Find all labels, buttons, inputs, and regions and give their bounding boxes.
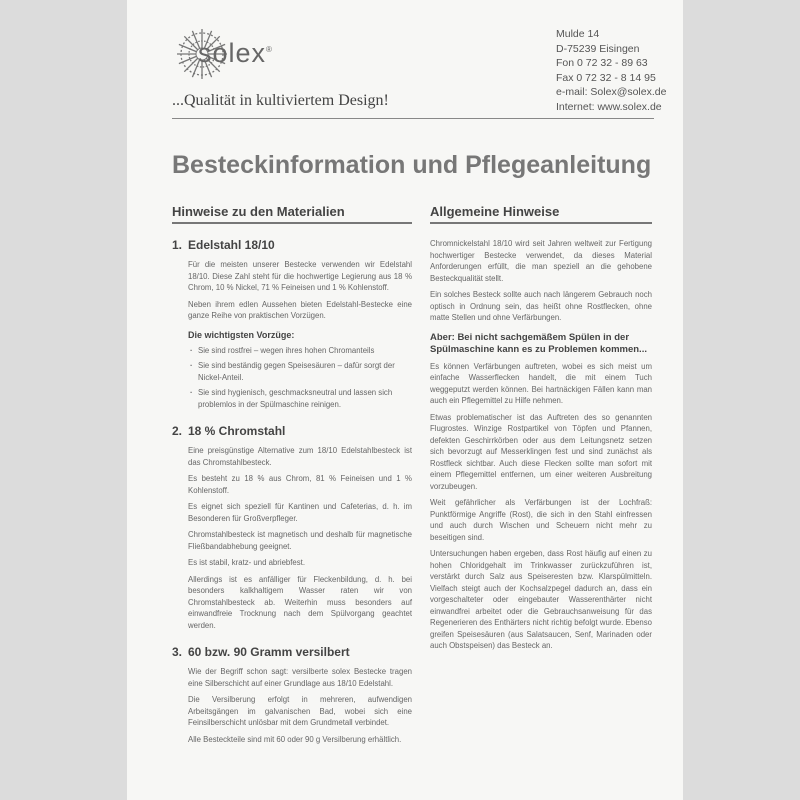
section-2-paragraph: Allerdings ist es anfälliger für Fleckenbildung, d. h. bei besonders kalkhaltigem Wasser raten wir von Chromstahlbesteck ab. Weiterhin muss besonders auf einwandfreie Trocknung nach dem Spülvorgang geachtet werden. bbox=[188, 574, 412, 630]
general-paragraph: Untersuchungen haben ergeben, dass Rost häufig auf einen zu hohen Chloridgehalt im Trinkwasser zurückzuführen ist, verstärkt durch Salz aus Speiseresten bzw. Klarspülmitteln. Vielfach steigt auch der Kochsalzpegel dadurch an, dass ein vorgeschalteter oder eingebauter Wasserenthärter nicht einwandfrei arbeitet oder die Gebrauchsanweisung für das Regenerieren des Enthärters nicht richtig befolgt wurde. Ebenso greifen Speisesäuren (aus Salatsaucen, Senf, Marinaden oder auch Obstspeisen) das Besteck an. bbox=[430, 549, 652, 650]
address-fax: Fax 0 72 32 - 8 14 95 bbox=[556, 71, 656, 84]
document-page bbox=[127, 0, 683, 800]
address-city: D-75239 Eisingen bbox=[556, 42, 640, 55]
left-column-heading: Hinweise zu den Materialien bbox=[172, 204, 412, 224]
section-1-paragraph: Für die meisten unserer Bestecke verwenden wir Edelstahl 18/10. Diese Zahl steht für die hochwertige Legierung aus 18 % Chrom, 10 % Nickel, 71 % Feineisen und 1 % Kohlenstoff. bbox=[188, 260, 412, 292]
general-paragraph: Weit gefährlicher als Verfärbungen ist der Lochfraß: Punktförmige Angriffe (Rost), die sich in den Stahl einfressen und auch durch Wischen und Scheuern nicht mehr zu beseitigen sind. bbox=[430, 498, 652, 542]
section-3-heading: 3. 60 bzw. 90 Gramm versilbert bbox=[172, 645, 350, 659]
advantages-list bbox=[188, 345, 412, 411]
section-3-paragraph: Wie der Begriff schon sagt: versilberte solex Bestecke tragen eine Silberschicht auf einer Grundlage aus 18/10 Edelstahl. bbox=[188, 667, 412, 688]
general-paragraph: Etwas problematischer ist das Auftreten des so genannten Flugrostes. Winzige Rostpartikel von Töpfen und Pfannen, defekten Geschirrkörben oder aus dem Leitungsnetz setzen sich bevorzugt auf Messerklingen fest und sind zunächst als Rostfleck sichtbar. Auch diese Flecken sollte man sofort mit einem Pflegemittel entfernen, um einer weiteren Ausbreitung vorzubeugen. bbox=[430, 412, 652, 491]
section-3-paragraph: Die Versilberung erfolgt in mehreren, aufwendigen Arbeitsgängen im galvanischen Bad, wobei sich eine Feinsilberschicht unlösbar mit dem Grundmetall verbindet. bbox=[188, 695, 412, 727]
section-2-paragraph: Es ist stabil, kratz- und abriebfest. bbox=[188, 558, 306, 567]
right-column bbox=[430, 204, 652, 657]
address-block bbox=[556, 27, 666, 115]
tagline: ...Qualität in kultiviertem Design! bbox=[172, 92, 389, 109]
address-website: Internet: www.solex.de bbox=[556, 100, 662, 113]
section-1-paragraph: Neben ihrem edlen Aussehen bieten Edelstahl-Bestecke eine ganze Reihe von praktischen Vorzügen. bbox=[188, 299, 412, 320]
warning-heading: Aber: Bei nicht sachgemäßem Spülen in der Spülmaschine kann es zu Problemen kommen... bbox=[430, 331, 647, 355]
header-rule bbox=[172, 118, 654, 119]
general-paragraph: Ein solches Besteck sollte auch nach längerem Gebrauch noch optisch in Ordnung sein, das heißt ohne Rostflecken, ohne matte Stellen und ohne Verfärbungen. bbox=[430, 290, 652, 322]
address-street: Mulde 14 bbox=[556, 28, 600, 40]
brand-name: solex® bbox=[198, 38, 273, 68]
page-title: Besteckinformation und Pflegeanleitung bbox=[172, 151, 652, 179]
section-2-heading: 2. 18 % Chromstahl bbox=[172, 424, 286, 438]
address-email: e-mail: Solex@solex.de bbox=[556, 86, 667, 99]
advantages-subheading: Die wichtigsten Vorzüge: bbox=[188, 329, 295, 340]
list-item: · Sie sind hygienisch, geschmacksneutral und lassen sich problemlos in der Spülmaschine reinigen. bbox=[188, 387, 412, 410]
general-paragraph: Es können Verfärbungen auftreten, wobei es sich meist um einfache Wasserflecken handelt, die mit einem Tuch weggeputzt werden können. Bei hartnäckigen Fällen kann man auch ein Pflegemittel zu Hilfe nehmen. bbox=[430, 361, 652, 405]
section-2-paragraph: Es besteht zu 18 % aus Chrom, 81 % Feineisen und 1 % Kohlenstoff. bbox=[188, 474, 412, 495]
list-item: · Sie sind rostfrei – wegen ihres hohen Chromanteils bbox=[188, 345, 412, 357]
section-2-paragraph: Eine preisgünstige Alternative zum 18/10 Edelstahlbesteck ist das Chromstahlbesteck. bbox=[188, 446, 412, 467]
general-paragraph: Chromnickelstahl 18/10 wird seit Jahren weltweit zur Fertigung hochwertiger Bestecke verwendet, da dieses Material Anforderungen erfüllt, die man speziell an die gehobene Besteckqualität stellt. bbox=[430, 239, 652, 283]
section-3-paragraph: Alle Besteckteile sind mit 60 oder 90 g Versilberung erhältlich. bbox=[188, 734, 402, 744]
section-2-paragraph: Es eignet sich speziell für Kantinen und Cafeterias, d. h. im Besonderen für Großverpfleger. bbox=[188, 502, 412, 523]
section-1-heading: 1. Edelstahl 18/10 bbox=[172, 238, 275, 252]
left-column bbox=[172, 204, 412, 750]
list-item: · Sie sind beständig gegen Speisesäuren – dafür sorgt der Nickel-Anteil. bbox=[188, 360, 412, 383]
section-2-paragraph: Chromstahlbesteck ist magnetisch und deshalb für magnetische Fließbandabhebung geeignet. bbox=[188, 530, 412, 551]
address-phone: Fon 0 72 32 - 89 63 bbox=[556, 57, 648, 70]
right-column-heading: Allgemeine Hinweise bbox=[430, 204, 652, 224]
